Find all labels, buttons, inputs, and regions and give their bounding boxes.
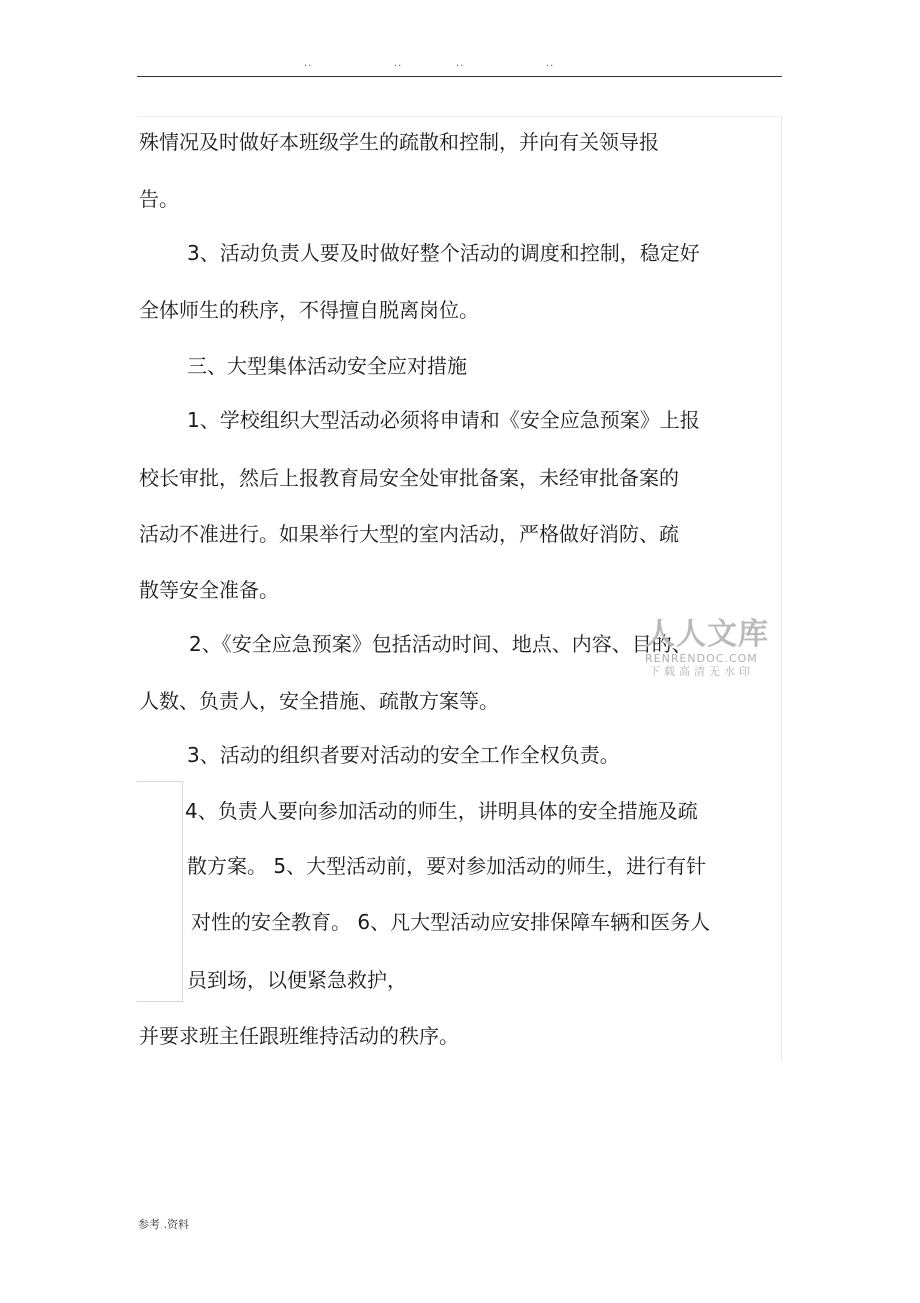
body-line: 员到场，以便紧急救护， [187, 968, 407, 992]
body-line: 人数、负责人，安全措施、疏散方案等。 [139, 689, 499, 713]
watermark-domain: RENRENDOC.COM [645, 652, 758, 665]
watermark-subtitle: 下载高清无水印 [649, 665, 754, 678]
header-dots-2: .. [394, 58, 403, 69]
watermark [645, 618, 775, 679]
watermark-title: 人人文库 [645, 617, 769, 652]
header-rule [137, 76, 782, 77]
body-line: 校长审批，然后上报教育局安全处审批备案，未经审批备案的 [139, 466, 679, 490]
body-line: 2、《安全应急预案》包括活动时间、地点、内容、目的、 [189, 632, 692, 656]
body-line: 3、活动的组织者要对活动的安全工作全权负责。 [187, 743, 620, 767]
page-frame-right [781, 116, 782, 1061]
body-line: 3、活动负责人要及时做好整个活动的调度和控制，稳定好 [187, 241, 700, 265]
page-frame-top [137, 116, 782, 117]
body-line: 并要求班主任跟班维持活动的秩序。 [139, 1024, 459, 1048]
body-line: 1、学校组织大型活动必须将申请和《安全应急预案》上报 [187, 408, 700, 432]
body-line: 殊情况及时做好本班级学生的疏散和控制，并向有关领导报 [139, 130, 659, 154]
body-line: 散方案。 5、大型活动前，要对参加活动的师生，进行有针 [187, 854, 707, 878]
header-dots-3: .. [456, 58, 465, 69]
header-dots-4: .. [546, 58, 555, 69]
page-footer: 参考 .资料 [138, 1218, 189, 1231]
header-dots-1: .. [304, 58, 313, 69]
body-line: 全体师生的秩序，不得擅自脱离岗位。 [139, 298, 479, 322]
body-line: 散等安全准备。 [139, 578, 279, 602]
body-line: 4、负责人要向参加活动的师生，讲明具体的安全措施及疏 [185, 799, 698, 823]
body-line: 活动不准进行。如果举行大型的室内活动，严格做好消防、疏 [139, 522, 679, 546]
body-line: 告。 [139, 187, 179, 211]
indent-bracket [137, 781, 183, 1002]
body-line: 对性的安全教育。 6、凡大型活动应安排保障车辆和医务人 [191, 910, 711, 934]
section-heading: 三、大型集体活动安全应对措施 [187, 354, 467, 378]
